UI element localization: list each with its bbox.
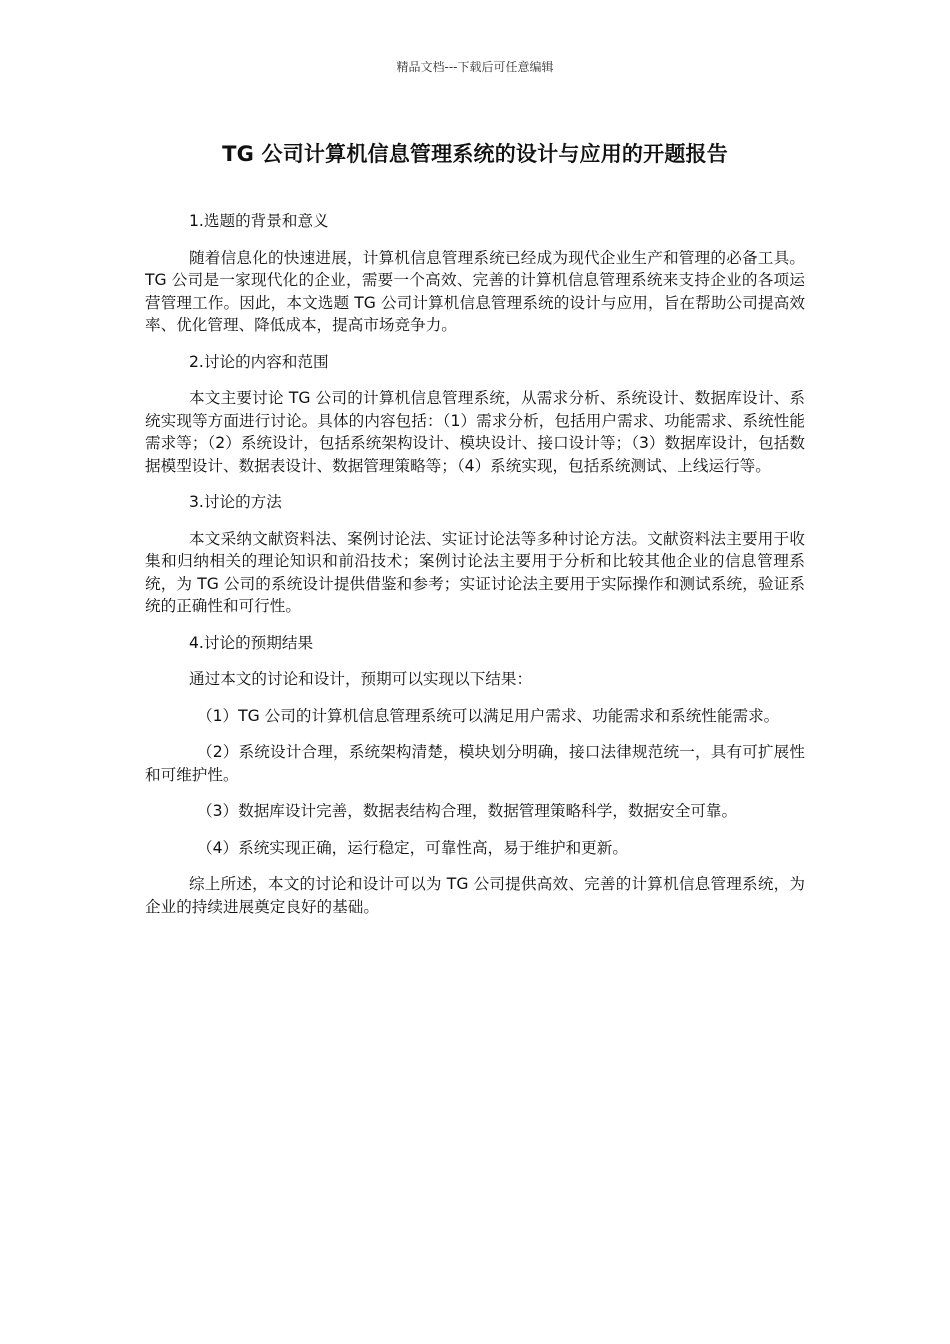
section-heading-background: 1.选题的背景和意义 [189,212,329,230]
section-paragraph-expected-results: 通过本文的讨论和设计，预期可以实现以下结果： [189,670,533,688]
section-heading-methods: 3.讨论的方法 [189,493,282,511]
section-paragraph-background: 随着信息化的快速进展，计算机信息管理系统已经成为现代企业生产和管理的必备工具。TG 公司是一家现代化的企业，需要一个高效、完善的计算机信息管理系统来支持企业的各项运营管理工作。因此，本文选题 TG 公司计算机信息管理系统的设计与应用，旨在帮助公司提高效率、优化管理、降低成本，提高市场竞争力。 [145,248,805,334]
section-paragraph-scope: 本文主要讨论 TG 公司的计算机信息管理系统，从需求分析、系统设计、数据库设计、系统实现等方面进行讨论。具体的内容包括：（1）需求分析，包括用户需求、功能需求、系统性能需求等；（2）系统设计，包括系统架构设计、模块设计、接口设计等；（3）数据库设计，包括数据模型设计、数据表设计、数据管理策略等；（4）系统实现，包括系统测试、上线运行等。 [145,389,805,475]
expected-result-item: （3）数据库设计完善，数据表结构合理，数据管理策略科学，数据安全可靠。 [197,802,738,820]
document-title: TG 公司计算机信息管理系统的设计与应用的开题报告 [222,142,728,166]
expected-result-item: （2）系统设计合理，系统架构清楚，模块划分明确，接口法律规范统一，具有可扩展性和可维护性。 [145,743,805,784]
section-heading-expected-results: 4.讨论的预期结果 [189,633,314,652]
expected-result-item: （4）系统实现正确，运行稳定，可靠性高，易于维护和更新。 [197,838,628,857]
header-note: 精品文档---下载后可任意编辑 [396,60,554,74]
section-heading-scope: 2.讨论的内容和范围 [189,352,329,371]
conclusion-paragraph: 综上所述，本文的讨论和设计可以为 TG 公司提供高效、完善的计算机信息管理系统，为企业的持续进展奠定良好的基础。 [145,875,805,916]
expected-result-item: （1）TG 公司的计算机信息管理系统可以满足用户需求、功能需求和系统性能需求。 [197,706,780,725]
document-body [145,210,805,932]
section-paragraph-methods: 本文采纳文献资料法、案例讨论法、实证讨论法等多种讨论方法。文献资料法主要用于收集和归纳相关的理论知识和前沿技术；案例讨论法主要用于分析和比较其他企业的信息管理系统，为 TG 公司的系统设计提供借鉴和参考；实证讨论法主要用于实际操作和测试系统，验证系统的正确性和可行性。 [145,529,805,615]
